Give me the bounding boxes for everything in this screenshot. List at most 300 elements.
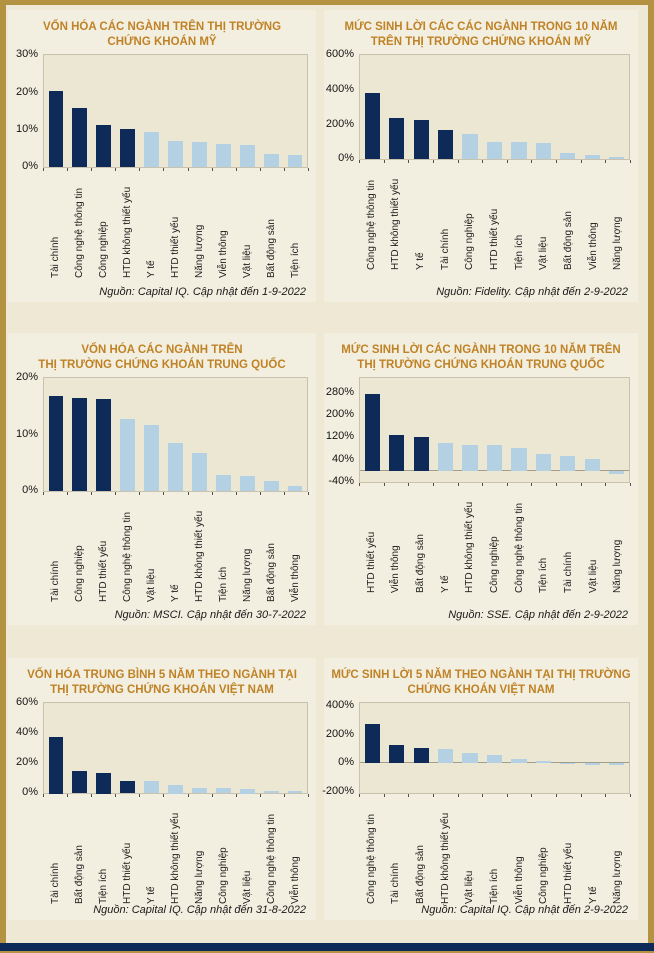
x-axis-label: Công nghệ thông tin	[365, 180, 377, 271]
bar	[438, 130, 453, 159]
bar	[120, 129, 135, 168]
x-axis-tick-mark	[433, 794, 434, 797]
y-axis-tick-label: 30%	[15, 48, 38, 61]
x-axis-label-cell	[507, 798, 532, 904]
chart-title-line: CHỨNG KHOÁN MỸ	[107, 35, 217, 48]
bar	[389, 745, 404, 763]
source-note: Nguồn: Capital IQ. Cập nhật đến 2-9-2022	[421, 904, 628, 916]
x-axis-label-cell	[139, 496, 163, 602]
bar	[511, 142, 526, 159]
bar	[609, 157, 624, 160]
x-axis-label: Viễn thông	[587, 222, 599, 271]
bar	[414, 120, 429, 160]
y-axis-tick-label: 60%	[15, 696, 38, 709]
chart-panel-sinh-loi-trung-quoc	[324, 333, 638, 625]
x-axis-tick-mark	[581, 160, 582, 163]
y-axis	[322, 699, 359, 798]
x-axis-label: Bất động sản	[266, 543, 278, 603]
x-axis-label-cell	[43, 798, 67, 904]
source-note: Nguồn: Capital IQ. Cập nhật đến 1-9-2022	[99, 286, 306, 298]
x-axis-label-cell	[212, 798, 236, 904]
bottom-navy-strip	[0, 943, 654, 951]
x-axis-label-cell	[284, 798, 308, 904]
x-axis-label: Công nghiệp	[489, 536, 501, 594]
x-axis-label-cell	[581, 487, 606, 593]
bar	[144, 132, 159, 168]
chart-panel-von-hoa-my	[8, 10, 316, 302]
source-note: Nguồn: MSCI. Cập nhật đến 30-7-2022	[114, 609, 306, 621]
x-axis-label: Bất động sản	[415, 845, 427, 905]
x-axis-label-cell	[359, 798, 384, 904]
x-axis-label: Vật liệu	[587, 560, 599, 594]
x-axis-label-cell	[433, 164, 458, 270]
bar	[49, 396, 64, 492]
bar	[365, 394, 380, 471]
x-axis-tick-mark	[458, 794, 459, 797]
bar	[438, 443, 453, 471]
bar	[96, 399, 111, 492]
x-axis-tick-mark	[531, 794, 532, 797]
bar	[216, 144, 231, 168]
x-axis-label: Công nghiệp	[218, 847, 230, 905]
chart-title-line: CHỨNG KHOÁN VIỆT NAM	[407, 683, 555, 696]
x-axis-label: Tài chính	[439, 229, 451, 271]
chart-title	[8, 668, 316, 697]
chart-title-line: VỐN HÓA CÁC NGÀNH TRÊN	[81, 344, 243, 356]
y-axis-tick-label: 40%	[15, 726, 38, 739]
x-axis-tick-mark	[605, 483, 606, 486]
bar	[192, 453, 207, 491]
x-axis-label-cell	[236, 798, 260, 904]
x-axis-label-cell	[260, 172, 284, 278]
x-axis-tick-mark	[163, 168, 164, 171]
x-axis-ticks	[43, 168, 308, 172]
bar	[560, 456, 575, 471]
x-axis-label: Công nghệ thông tin	[365, 814, 377, 905]
bar	[216, 788, 231, 793]
bar	[414, 748, 429, 763]
x-axis-label-cell	[212, 172, 236, 278]
plot-area	[43, 377, 308, 492]
x-axis-tick-mark	[43, 492, 44, 495]
bar	[264, 481, 279, 491]
x-axis-label-cell	[507, 164, 532, 270]
x-axis-label-cell	[284, 496, 308, 602]
x-axis-label: Vật liệu	[242, 871, 254, 905]
x-axis-tick-mark	[482, 483, 483, 486]
x-axis-tick-mark	[605, 794, 606, 797]
x-axis-tick-mark	[384, 160, 385, 163]
x-axis-label: HTD thiết yếu	[489, 209, 501, 271]
y-axis-tick-label: 10%	[15, 427, 38, 440]
x-axis-tick-mark	[188, 492, 189, 495]
chart-title-line: MỨC SINH LỜI CÁC CÁC NGÀNH TRONG 10 NĂM	[344, 21, 618, 33]
x-axis-label-cell	[188, 798, 212, 904]
bar	[264, 154, 279, 167]
x-axis-label: Tài chính	[49, 561, 61, 603]
bar	[511, 759, 526, 764]
y-axis-tick-label: 20%	[15, 85, 38, 98]
x-axis-label: HTD không thiết yếu	[194, 511, 206, 603]
bar	[609, 471, 624, 474]
bar	[365, 93, 380, 160]
y-axis	[324, 48, 359, 165]
x-axis-tick-mark	[260, 794, 261, 797]
bar	[609, 763, 624, 764]
chart-title	[324, 668, 638, 697]
x-axis-tick-mark	[188, 168, 189, 171]
x-axis-tick-mark	[408, 160, 409, 163]
x-axis-label: Tiện ích	[538, 558, 550, 594]
bar	[536, 143, 551, 160]
x-axis-tick-mark	[308, 168, 309, 171]
x-axis-label-cell	[115, 172, 139, 278]
x-axis-tick-mark	[67, 168, 68, 171]
bar	[462, 445, 477, 472]
x-axis-tick-mark	[43, 794, 44, 797]
bar	[487, 142, 502, 160]
plot-area	[359, 377, 630, 483]
chart-area	[324, 48, 638, 165]
x-axis-tick-mark	[91, 794, 92, 797]
chart-title-line: TRÊN THỊ TRƯỜNG CHỨNG KHOÁN MỸ	[370, 35, 592, 48]
chart-area	[8, 371, 316, 497]
x-axis-label: Công nghiệp	[538, 847, 550, 905]
x-axis-label: HTD thiết yếu	[121, 843, 133, 905]
x-axis-labels	[359, 487, 638, 593]
bar	[536, 761, 551, 764]
x-axis-tick-mark	[188, 794, 189, 797]
bar	[264, 791, 279, 793]
x-axis-label: Bất động sản	[266, 219, 278, 279]
x-axis-label: Tài chính	[49, 863, 61, 905]
x-axis-label-cell	[163, 172, 187, 278]
x-axis-label-cell	[43, 496, 67, 602]
bar	[72, 108, 87, 168]
bar	[585, 763, 600, 764]
x-axis-label: HTD không thiết yếu	[170, 813, 182, 905]
chart-title-line: MỨC SINH LỜI CÁC NGÀNH TRONG 10 NĂM TRÊN	[341, 344, 621, 356]
x-axis-label-cell	[605, 798, 630, 904]
x-axis-tick-mark	[163, 794, 164, 797]
y-axis-tick-label: 40%	[331, 452, 354, 465]
bar	[96, 773, 111, 793]
chart-title-line: THỊ TRƯỜNG CHỨNG KHOÁN TRUNG QUỐC	[38, 358, 286, 371]
x-axis-label: Y tế	[145, 260, 157, 279]
x-axis-tick-mark	[91, 168, 92, 171]
y-axis-tick-label: 0%	[338, 152, 354, 165]
x-axis-labels	[359, 798, 638, 904]
x-axis-tick-mark	[115, 794, 116, 797]
x-axis-tick-mark	[556, 160, 557, 163]
source-note: Nguồn: Capital IQ. Cập nhật đến 31-8-2022	[93, 904, 306, 916]
x-axis-label: Tài chính	[49, 237, 61, 279]
y-axis	[8, 48, 43, 173]
y-axis	[324, 377, 359, 488]
bar	[414, 437, 429, 471]
x-axis-label: HTD không thiết yếu	[439, 813, 451, 905]
bar	[168, 141, 183, 168]
bar	[72, 771, 87, 794]
x-axis-label: Công nghiệp	[73, 545, 85, 603]
chart-panel-sinh-loi-my	[324, 10, 638, 302]
bar	[120, 781, 135, 793]
x-axis-label-cell	[482, 487, 507, 593]
x-axis-label: HTD thiết yếu	[562, 843, 574, 905]
bar	[240, 789, 255, 793]
x-axis-label: Tiện ích	[97, 869, 109, 905]
x-axis-label: Y tế	[170, 584, 182, 603]
x-axis-label-cell	[115, 798, 139, 904]
x-axis-ticks	[43, 492, 308, 496]
x-axis-label-cell	[458, 487, 483, 593]
x-axis-label: Năng lượng	[612, 540, 624, 594]
y-axis-tick-label: 120%	[325, 430, 354, 443]
bar	[72, 398, 87, 492]
y-axis	[8, 371, 43, 497]
x-axis-label-cell	[556, 798, 581, 904]
x-axis-tick-mark	[408, 483, 409, 486]
bar	[144, 425, 159, 492]
x-axis-tick-mark	[308, 794, 309, 797]
x-axis-label-cell	[260, 798, 284, 904]
x-axis-tick-mark	[284, 168, 285, 171]
x-axis-label: Công nghệ thông tin	[121, 512, 133, 603]
x-axis-label: Y tế	[415, 252, 427, 271]
x-axis-tick-mark	[236, 794, 237, 797]
chart-title	[8, 20, 316, 49]
x-axis-label: Công nghệ thông tin	[73, 188, 85, 279]
x-axis-tick-mark	[507, 794, 508, 797]
y-axis-tick-label: 0%	[22, 786, 38, 799]
x-axis-tick-mark	[630, 794, 631, 797]
x-axis-label: Năng lượng	[242, 549, 254, 603]
x-axis-label-cell	[43, 172, 67, 278]
x-axis-label-cell	[581, 798, 606, 904]
x-axis-label: HTD không thiết yếu	[390, 179, 402, 271]
x-axis-tick-mark	[556, 483, 557, 486]
x-axis-label-cell	[581, 164, 606, 270]
x-axis-label: Vật liệu	[145, 569, 157, 603]
x-axis-label: Viễn thông	[390, 545, 402, 594]
x-axis-label-cell	[188, 496, 212, 602]
x-axis-label-cell	[139, 172, 163, 278]
x-axis-label-cell	[605, 164, 630, 270]
x-axis-tick-mark	[260, 168, 261, 171]
bar	[240, 476, 255, 491]
x-axis-label: Tiện ích	[218, 567, 230, 603]
x-axis-label-cell	[163, 496, 187, 602]
x-axis-label: Vật liệu	[242, 245, 254, 279]
chart-panel-von-hoa-trung-quoc	[8, 333, 316, 625]
x-axis-label-cell	[67, 798, 91, 904]
x-axis-tick-mark	[163, 492, 164, 495]
x-axis-tick-mark	[139, 794, 140, 797]
x-axis-ticks	[359, 794, 630, 798]
x-axis-tick-mark	[212, 168, 213, 171]
y-axis-tick-label: 10%	[15, 123, 38, 136]
x-axis-label-cell	[556, 487, 581, 593]
bar	[487, 445, 502, 471]
y-axis-tick-label: 20%	[15, 371, 38, 384]
bar	[288, 791, 303, 793]
y-axis-tick-label: 200%	[325, 407, 354, 420]
bar	[96, 125, 111, 167]
x-axis-label-cell	[67, 172, 91, 278]
bar	[585, 459, 600, 471]
chart-panel-von-hoa-viet-nam	[8, 658, 316, 920]
plot-area	[359, 54, 630, 160]
x-axis-ticks	[359, 483, 630, 487]
x-axis-tick-mark	[605, 160, 606, 163]
x-axis-tick-mark	[236, 492, 237, 495]
x-axis-label: Năng lượng	[612, 217, 624, 271]
x-axis-label: Vật liệu	[538, 237, 550, 271]
x-axis-tick-mark	[359, 160, 360, 163]
bar	[585, 155, 600, 160]
y-axis-tick-label: 280%	[325, 385, 354, 398]
x-axis-label: Y tế	[439, 575, 451, 594]
x-axis-label-cell	[236, 496, 260, 602]
x-axis-label: Năng lượng	[194, 851, 206, 905]
bar	[536, 454, 551, 471]
y-axis-tick-label: 200%	[325, 117, 354, 130]
x-axis-tick-mark	[458, 160, 459, 163]
chart-area	[322, 699, 638, 798]
x-axis-tick-mark	[139, 168, 140, 171]
bar	[560, 763, 575, 764]
y-axis-tick-label: 0%	[22, 484, 38, 497]
x-axis-tick-mark	[433, 160, 434, 163]
chart-area	[8, 48, 316, 173]
x-axis-labels	[359, 164, 638, 270]
x-axis-label-cell	[384, 487, 409, 593]
x-axis-tick-mark	[212, 794, 213, 797]
y-axis-tick-label: 400%	[325, 83, 354, 96]
x-axis-label: Năng lượng	[612, 851, 624, 905]
x-axis-label: Công nghệ thông tin	[266, 814, 278, 905]
x-axis-label-cell	[212, 496, 236, 602]
x-axis-tick-mark	[139, 492, 140, 495]
bar	[49, 737, 64, 793]
bar	[168, 785, 183, 794]
plot-area	[43, 54, 308, 168]
x-axis-label: Công nghiệp	[97, 221, 109, 279]
x-axis-ticks	[43, 794, 308, 798]
x-axis-tick-mark	[531, 160, 532, 163]
bar	[560, 153, 575, 159]
bar	[120, 419, 135, 491]
y-axis-tick-label: 20%	[15, 756, 38, 769]
chart-title	[324, 343, 638, 372]
x-axis-label-cell	[408, 164, 433, 270]
x-axis-label: Bất động sản	[415, 534, 427, 594]
chart-area	[8, 696, 316, 799]
x-axis-label-cell	[91, 172, 115, 278]
x-axis-tick-mark	[67, 492, 68, 495]
x-axis-tick-mark	[482, 794, 483, 797]
x-axis-label-cell	[284, 172, 308, 278]
x-axis-ticks	[359, 160, 630, 164]
x-axis-tick-mark	[115, 492, 116, 495]
x-axis-label-cell	[359, 487, 384, 593]
bar	[168, 443, 183, 491]
x-axis-label-cell	[556, 164, 581, 270]
x-axis-label: Viễn thông	[513, 856, 525, 905]
x-axis-label-cell	[384, 798, 409, 904]
x-axis-label-cell	[91, 496, 115, 602]
x-axis-tick-mark	[43, 168, 44, 171]
x-axis-label: Tài chính	[390, 863, 402, 905]
x-axis-label: HTD thiết yếu	[170, 217, 182, 279]
x-axis-label-cell	[408, 487, 433, 593]
x-axis-label: Tiện ích	[290, 243, 302, 279]
y-axis-tick-label: 600%	[325, 48, 354, 61]
x-axis-tick-mark	[212, 492, 213, 495]
x-axis-label: Viễn thông	[290, 554, 302, 603]
x-axis-label-cell	[67, 496, 91, 602]
bar	[487, 755, 502, 764]
y-axis-tick-label: 0%	[338, 756, 354, 769]
x-axis-tick-mark	[556, 794, 557, 797]
source-note: Nguồn: Fidelity. Cập nhật đến 2-9-2022	[436, 286, 628, 298]
x-axis-label-cell	[482, 164, 507, 270]
x-axis-label: Y tế	[145, 886, 157, 905]
x-axis-tick-mark	[408, 794, 409, 797]
x-axis-labels	[43, 496, 316, 602]
chart-title-line: MỨC SINH LỜI 5 NĂM THEO NGÀNH TẠI THỊ TRƯỜNG	[331, 669, 631, 681]
chart-title-line: THỊ TRƯỜNG CHỨNG KHOÁN TRUNG QUỐC	[357, 358, 605, 371]
x-axis-label-cell	[507, 487, 532, 593]
bar	[389, 435, 404, 472]
x-axis-label: Năng lượng	[194, 225, 206, 279]
x-axis-label-cell	[458, 164, 483, 270]
plot-area	[359, 702, 630, 794]
x-axis-label: Bất động sản	[562, 211, 574, 271]
x-axis-tick-mark	[384, 483, 385, 486]
chart-title-line: THỊ TRƯỜNG CHỨNG KHOÁN VIỆT NAM	[50, 683, 274, 696]
x-axis-tick-mark	[359, 483, 360, 486]
chart-title	[8, 343, 316, 372]
chart-title	[324, 20, 638, 49]
x-axis-tick-mark	[115, 168, 116, 171]
x-axis-tick-mark	[260, 492, 261, 495]
x-axis-labels	[43, 798, 316, 904]
x-axis-label: Tiện ích	[513, 235, 525, 271]
x-axis-tick-mark	[433, 483, 434, 486]
x-axis-label: Công nghiệp	[464, 213, 476, 271]
bar	[144, 781, 159, 793]
x-axis-tick-mark	[284, 492, 285, 495]
x-axis-label: HTD không thiết yếu	[121, 187, 133, 279]
x-axis-label-cell	[91, 798, 115, 904]
x-axis-tick-mark	[284, 794, 285, 797]
x-axis-label: HTD thiết yếu	[97, 541, 109, 603]
x-axis-label-cell	[188, 172, 212, 278]
x-axis-label: Công nghệ thông tin	[513, 503, 525, 594]
bar	[389, 118, 404, 160]
bar	[216, 475, 231, 491]
x-axis-label: Vật liệu	[464, 871, 476, 905]
x-axis-label-cell	[115, 496, 139, 602]
x-axis-label: Viễn thông	[290, 856, 302, 905]
chart-title-line: VỐN HÓA CÁC NGÀNH TRÊN THỊ TRƯỜNG	[42, 21, 282, 33]
x-axis-label: Tài chính	[562, 552, 574, 594]
bar	[288, 155, 303, 167]
x-axis-tick-mark	[458, 483, 459, 486]
bar	[192, 788, 207, 793]
x-axis-label-cell	[163, 798, 187, 904]
